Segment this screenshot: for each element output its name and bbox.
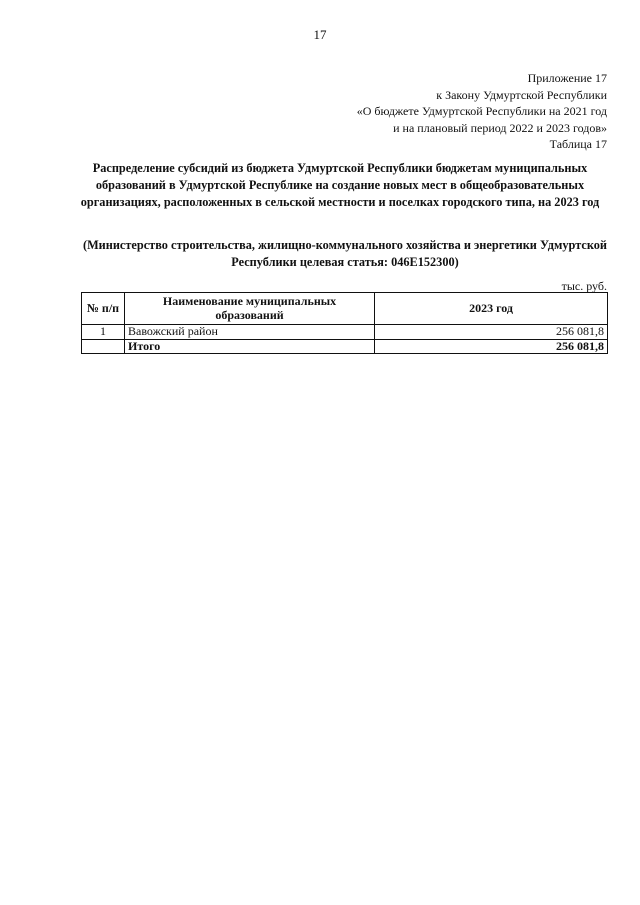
document-title <box>70 160 610 211</box>
header-name <box>125 293 375 325</box>
table-header-row <box>82 293 608 325</box>
header-year: 2023 год <box>375 293 608 325</box>
header-num: № п/п <box>82 293 125 325</box>
header-name-line: Наименование муниципальных <box>162 294 337 308</box>
total-label: Итого <box>125 339 375 354</box>
appendix-line: и на плановый период 2022 и 2023 годов» <box>393 120 607 135</box>
cell-empty <box>82 339 125 354</box>
appendix-line: «О бюджете Удмуртской Республики на 2021 год <box>356 104 607 118</box>
total-row <box>82 339 608 354</box>
units-label: тыс. руб. <box>561 279 607 293</box>
ministry-note <box>70 237 620 271</box>
title-line: образований в Удмуртской Республике на создание новых мест в общеобразовательных <box>95 178 585 192</box>
appendix-line: к Закону Удмуртской Республики <box>436 87 607 102</box>
ministry-line: (Министерство строительства, жилищно-коммунального хозяйства и энергетики Удмуртской <box>82 238 608 252</box>
appendix-header <box>357 70 607 153</box>
page-number: 17 <box>313 27 327 42</box>
ministry-line: Республики целевая статья: 046E152300) <box>231 255 459 269</box>
subsidy-table <box>81 292 608 354</box>
table-label: Таблица 17 <box>549 137 607 151</box>
total-amount: 256 081,8 <box>375 339 608 354</box>
header-name-line: образований <box>215 307 284 322</box>
cell-name: Вавожский район <box>125 325 375 340</box>
appendix-line: Приложение 17 <box>527 71 607 85</box>
cell-amount: 256 081,8 <box>375 325 608 340</box>
table-row <box>82 325 608 340</box>
title-line: организациях, расположенных в сельской местности и поселках городского типа, на 2023 год <box>80 195 600 209</box>
cell-num: 1 <box>82 325 125 340</box>
title-line: Распределение субсидий из бюджета Удмуртской Республики бюджетам муниципальных <box>92 161 588 175</box>
